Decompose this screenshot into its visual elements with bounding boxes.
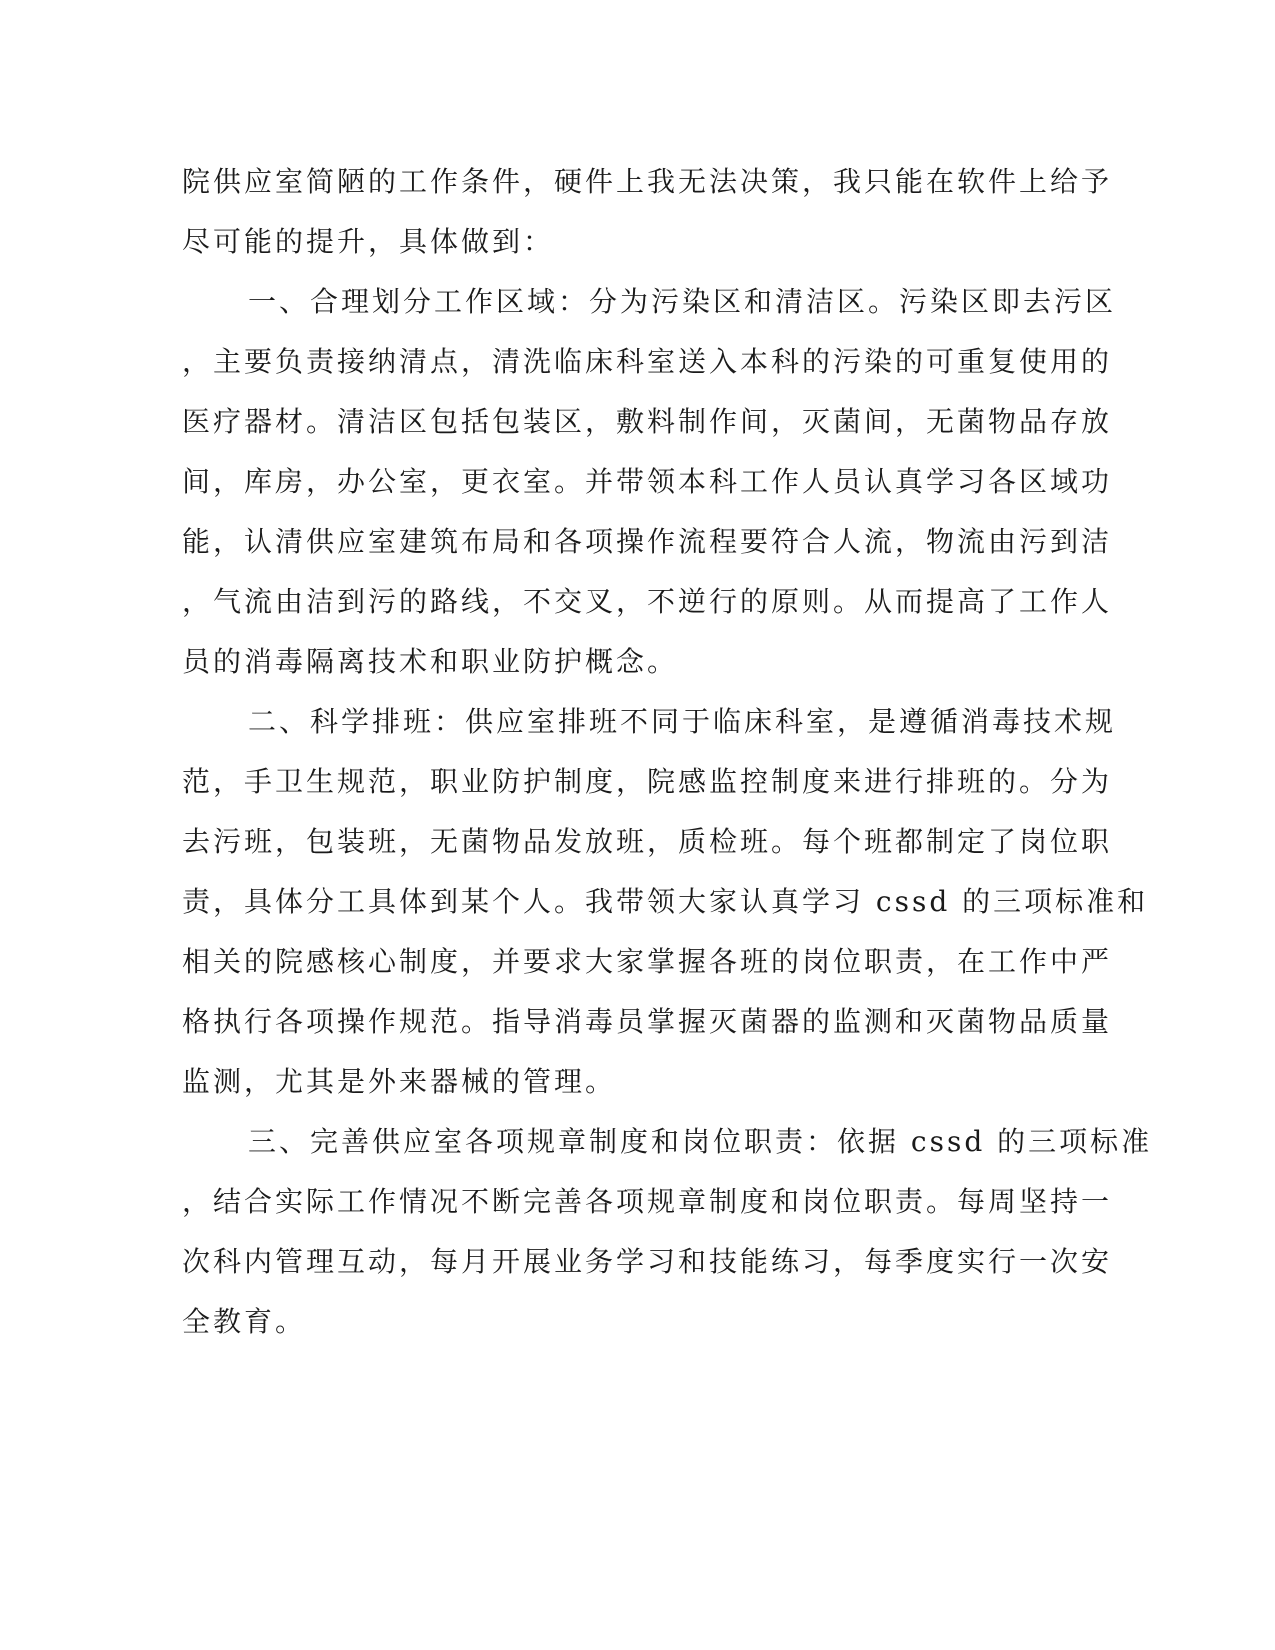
text-line: 全教育。	[182, 1305, 307, 1338]
text-line: 医疗器材。清洁区包括包装区，敷料制作间，灭菌间，无菌物品存放	[182, 405, 1113, 438]
text-line: 尽可能的提升，具体做到：	[182, 225, 555, 258]
text-line: 去污班，包装班，无菌物品发放班，质检班。每个班都制定了岗位职	[182, 825, 1113, 858]
text-line: 员的消毒隔离技术和职业防护概念。	[182, 645, 679, 678]
document-body	[182, 160, 1153, 1360]
text-line: 格执行各项操作规范。指导消毒员掌握灭菌器的监测和灭菌物品质量	[182, 1005, 1113, 1038]
text-line: 间，库房，办公室，更衣室。并带领本科工作人员认真学习各区域功	[182, 465, 1113, 498]
text-line: ，主要负责接纳清点，清洗临床科室送入本科的污染的可重复使用的	[182, 345, 1113, 378]
text-line: 次科内管理互动，每月开展业务学习和技能练习，每季度实行一次安	[182, 1245, 1113, 1278]
text-line: ，结合实际工作情况不断完善各项规章制度和岗位职责。每周坚持一	[182, 1185, 1113, 1218]
text-line: 责，具体分工具体到某个人。我带领大家认真学习 cssd 的三项标准和	[182, 885, 1149, 918]
text-line: 相关的院感核心制度，并要求大家掌握各班的岗位职责，在工作中严	[182, 945, 1113, 978]
text-line: 监测，尤其是外来器械的管理。	[182, 1065, 617, 1098]
text-line: ，气流由洁到污的路线，不交叉，不逆行的原则。从而提高了工作人	[182, 585, 1113, 618]
text-line: 三、完善供应室各项规章制度和岗位职责：依据 cssd 的三项标准	[248, 1125, 1153, 1158]
text-line: 范，手卫生规范，职业防护制度，院感监控制度来进行排班的。分为	[182, 765, 1113, 798]
text-line: 能，认清供应室建筑布局和各项操作流程要符合人流，物流由污到洁	[182, 525, 1113, 558]
text-line: 二、科学排班：供应室排班不同于临床科室，是遵循消毒技术规	[248, 705, 1117, 738]
text-line: 院供应室简陋的工作条件，硬件上我无法决策，我只能在软件上给予	[182, 165, 1113, 198]
text-line: 一、合理划分工作区域：分为污染区和清洁区。污染区即去污区	[248, 285, 1117, 318]
